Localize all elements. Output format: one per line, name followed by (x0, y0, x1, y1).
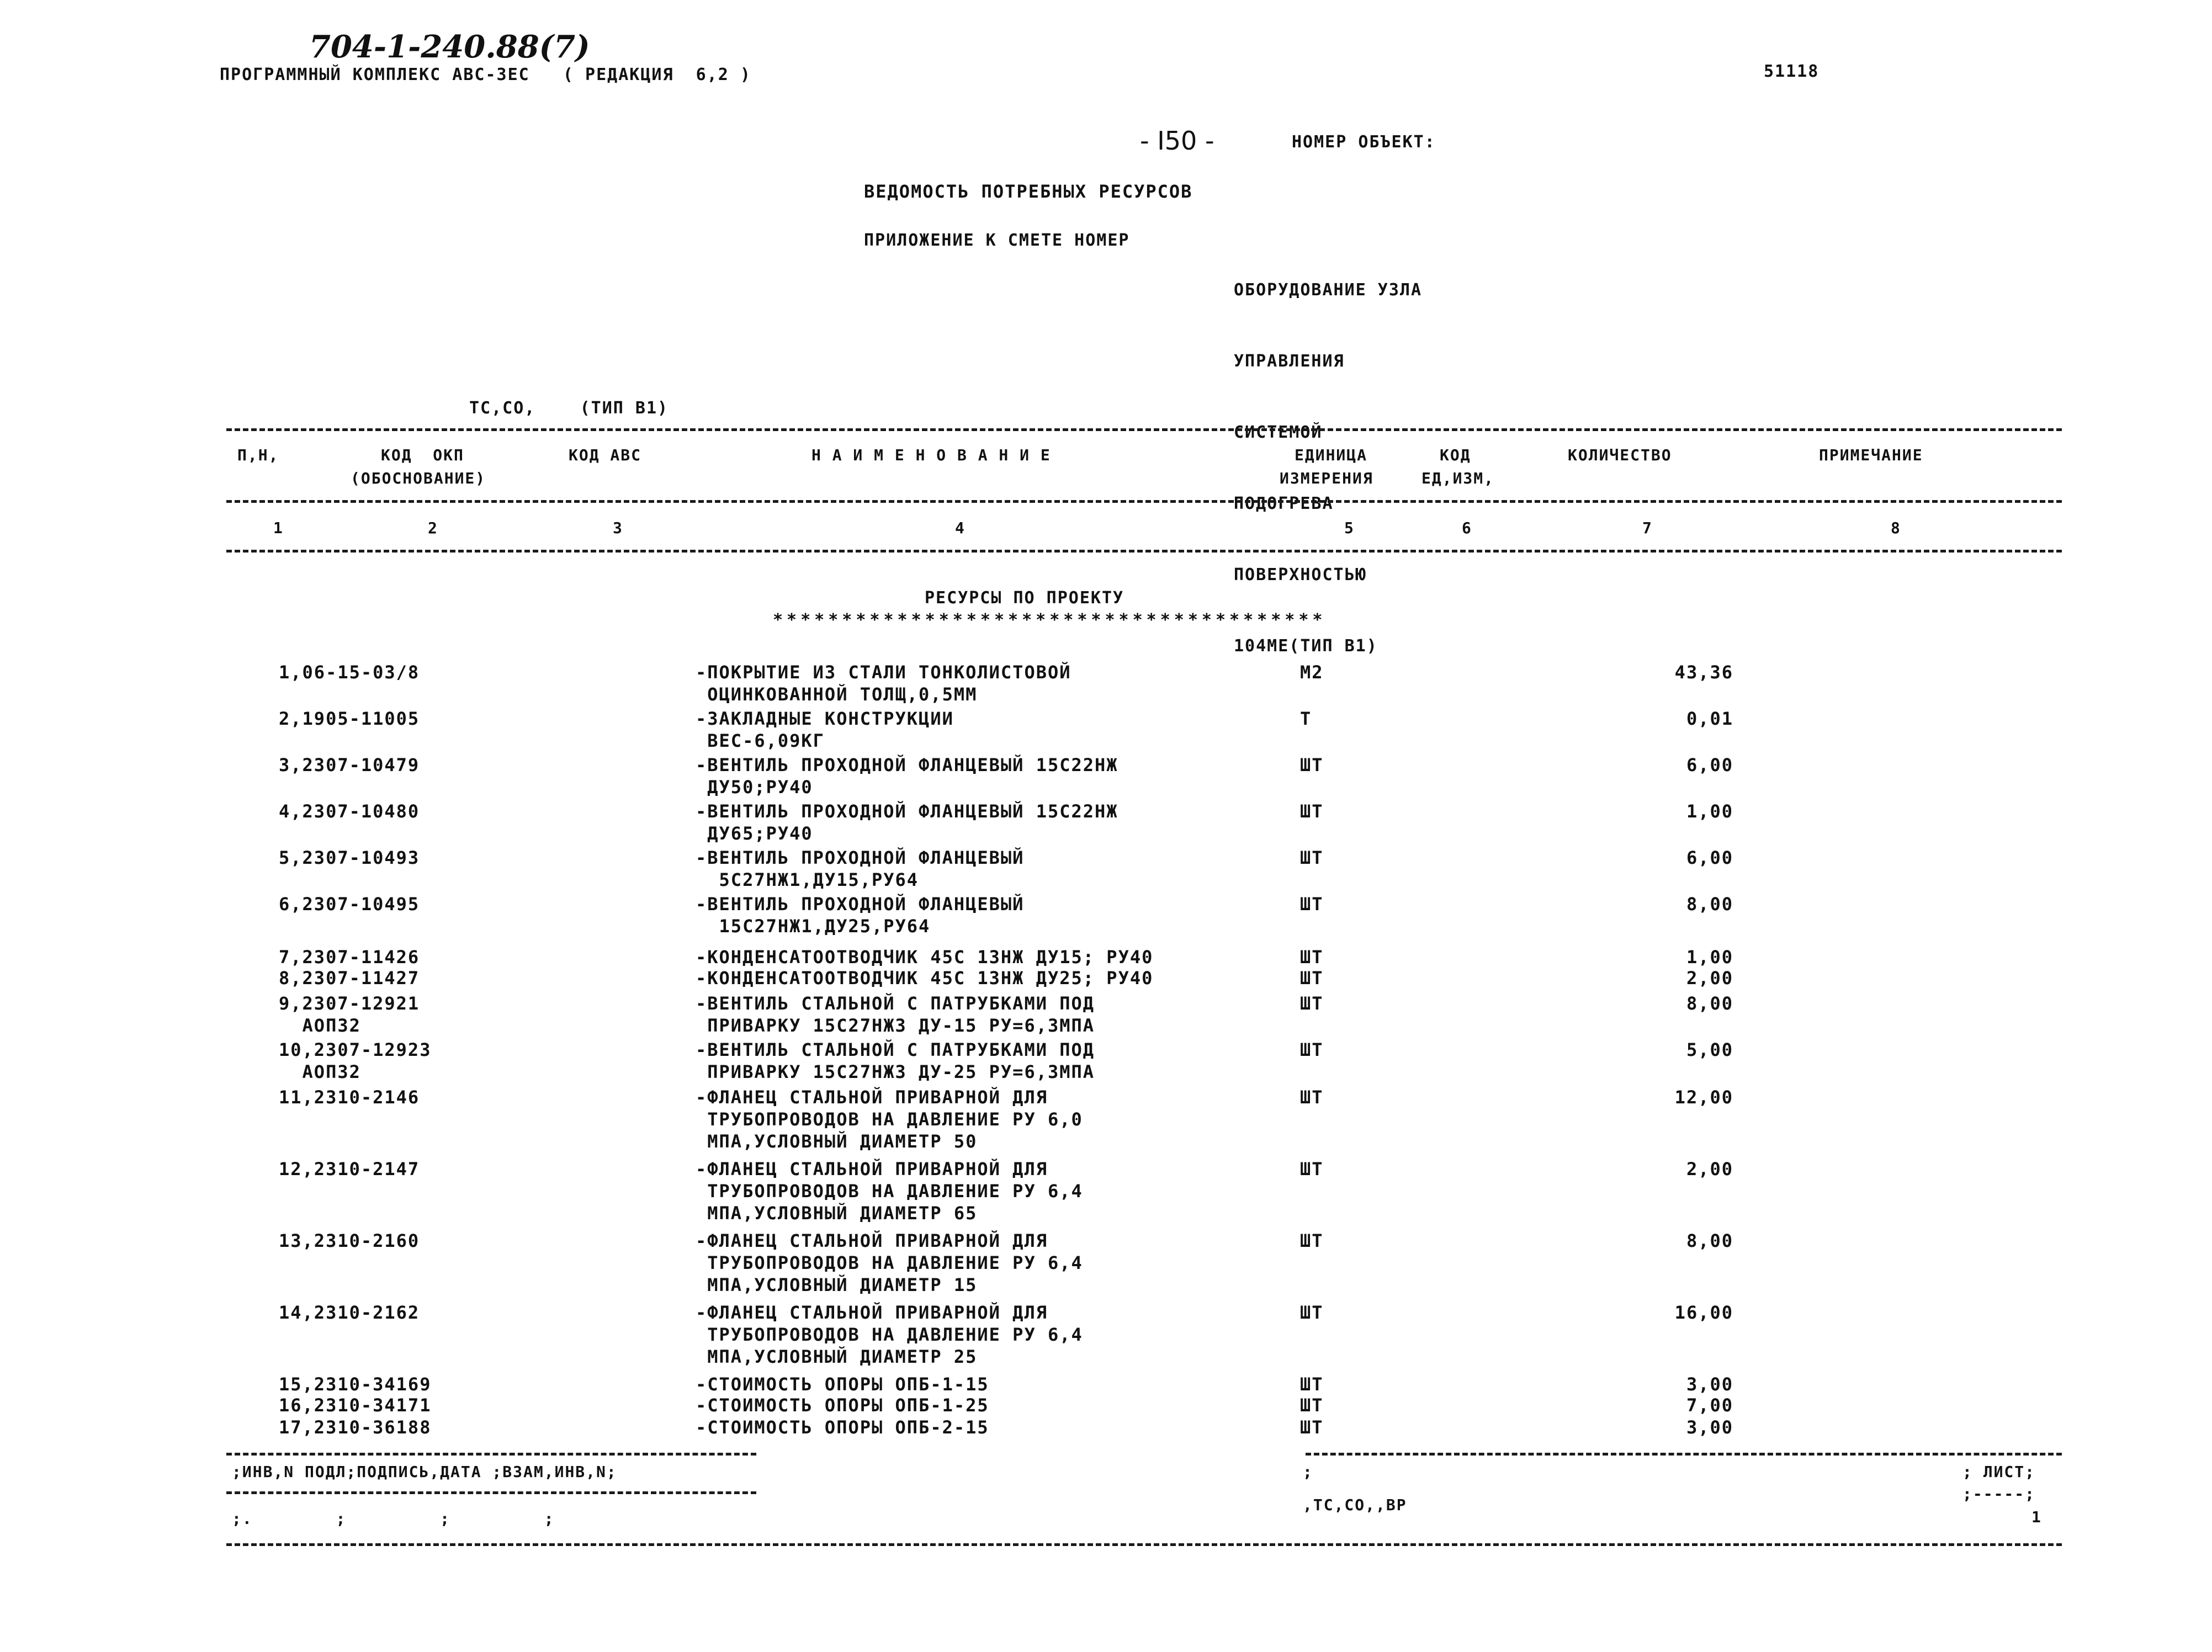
row-unit: ШТ (1300, 1302, 1324, 1323)
row-name-line: -СТОИМОСТЬ ОПОРЫ ОПБ-2-15 (696, 1417, 989, 1438)
row-unit: ШТ (1300, 1087, 1324, 1108)
row-unit: ШТ (1300, 1159, 1324, 1180)
row-quantity: 2,00 (1686, 968, 1733, 989)
row-unit: ШТ (1300, 1374, 1324, 1395)
column-number: 4 (955, 519, 966, 537)
table-row (0, 893, 2212, 939)
appendix-line: УПРАВЛЕНИЯ (1234, 352, 1345, 371)
section-title: РЕСУРСЫ ПО ПРОЕКТУ (925, 588, 1124, 608)
row-name-line: 15С27НЖ1,ДУ25,РУ64 (696, 916, 931, 937)
row-name-line: -КОНДЕНСАТООТВОДЧИК 45С 13НЖ ДУ15; РУ40 (696, 947, 1154, 968)
column-header-abc: КОД АВС (569, 446, 642, 464)
row-code: 8,2307-11427 (279, 968, 420, 989)
table-row (0, 708, 2212, 754)
appendix-description (1234, 231, 1422, 705)
table-row (0, 1416, 2212, 1463)
row-unit: ШТ (1300, 968, 1324, 989)
column-header-unit-code-label: ЕД,ИЗМ, (1421, 469, 1495, 487)
row-code: 10,2307-12923 (279, 1039, 432, 1060)
appendix-line: ПОВЕРХНОСТЬЮ (1234, 565, 1367, 585)
column-number: 5 (1344, 519, 1355, 537)
row-name-line: МПА,УСЛОВНЫЙ ДИАМЕТР 25 (696, 1346, 978, 1367)
program-complex-line: ПРОГРАММНЫЙ КОМПЛЕКС АВС-3ЕС ( РЕДАКЦИЯ 6,2 ) (220, 65, 751, 84)
row-unit: ШТ (1300, 755, 1324, 775)
stamp-bracket: ; (1303, 1463, 1313, 1481)
rule (226, 1453, 756, 1456)
row-quantity: 1,00 (1686, 947, 1733, 968)
row-quantity: 8,00 (1686, 1230, 1733, 1251)
row-name-line: -СТОИМОСТЬ ОПОРЫ ОПБ-1-15 (696, 1374, 989, 1395)
row-name-line: -КОНДЕНСАТООТВОДЧИК 45С 13НЖ ДУ25; РУ40 (696, 968, 1154, 989)
row-code: 12,2310-2147 (279, 1159, 420, 1180)
row-unit: ШТ (1300, 801, 1324, 822)
rule (226, 1543, 2062, 1546)
appendix-line: СИСТЕМОЙ (1234, 423, 1323, 442)
rule (1306, 1453, 2062, 1456)
rule (226, 428, 2062, 431)
table-row (0, 847, 2212, 893)
row-unit: ШТ (1300, 993, 1324, 1014)
row-name-line: МПА,УСЛОВНЫЙ ДИАМЕТР 65 (696, 1203, 978, 1224)
sheet-label: ; ЛИСТ; (1962, 1463, 2036, 1481)
row-unit: ШТ (1300, 947, 1324, 968)
row-code: 7,2307-11426 (279, 947, 420, 968)
column-number: 3 (613, 519, 623, 537)
row-unit: Т (1300, 708, 1312, 729)
row-code: 6,2307-10495 (279, 894, 420, 915)
row-code: 14,2310-2162 (279, 1302, 420, 1323)
row-unit: ШТ (1300, 1230, 1324, 1251)
row-code: 16,2310-34171 (279, 1395, 432, 1416)
row-code-suffix: АОП32 (279, 1015, 361, 1036)
row-name-line: ТРУБОПРОВОДОВ НА ДАВЛЕНИЕ РУ 6,4 (696, 1324, 1083, 1345)
row-quantity: 1,00 (1686, 801, 1733, 822)
row-code-suffix: АОП32 (279, 1061, 361, 1082)
row-code: 1,06-15-03/8 (279, 662, 420, 683)
table-row (0, 1158, 2212, 1224)
row-unit: ШТ (1300, 894, 1324, 915)
row-name-line: -ВЕНТИЛЬ ПРОХОДНОЙ ФЛАНЦЕВЫЙ (696, 847, 1025, 868)
row-code: 13,2310-2160 (279, 1230, 420, 1251)
table-label: ТС,СО, (ТИП В1) (469, 399, 669, 418)
row-name-line: ВЕС-6,09КГ (696, 730, 825, 751)
row-name-line: -ФЛАНЕЦ СТАЛЬНОЙ ПРИВАРНОЙ ДЛЯ (696, 1230, 1048, 1251)
appendix-line: 104МЕ(ТИП В1) (1234, 636, 1378, 656)
row-quantity: 7,00 (1686, 1395, 1733, 1416)
sheet-number: 1 (2031, 1508, 2042, 1526)
row-quantity: 3,00 (1686, 1374, 1733, 1395)
column-number: 7 (1642, 519, 1653, 537)
row-name-line: -ФЛАНЕЦ СТАЛЬНОЙ ПРИВАРНОЙ ДЛЯ (696, 1302, 1048, 1323)
row-quantity: 12,00 (1674, 1087, 1733, 1108)
stamp-header: ;ИНВ,N ПОДЛ;ПОДПИСЬ,ДАТА ;ВЗАМ,ИНВ,N; (232, 1463, 617, 1481)
row-code: 11,2310-2146 (279, 1087, 420, 1108)
table-row (0, 1086, 2212, 1152)
table-row (0, 661, 2212, 708)
row-name-line: -ПОКРЫТИЕ ИЗ СТАЛИ ТОНКОЛИСТОВОЙ (696, 662, 1071, 683)
column-header-quantity: КОЛИЧЕСТВО (1568, 446, 1672, 464)
row-name-line: ТРУБОПРОВОДОВ НА ДАВЛЕНИЕ РУ 6,0 (696, 1109, 1083, 1130)
column-header-number: П,Н, (237, 446, 279, 464)
row-unit: М2 (1300, 662, 1324, 683)
column-number: 6 (1462, 519, 1472, 537)
table-row (0, 1039, 2212, 1085)
row-name-line: ДУ50;РУ40 (696, 777, 813, 798)
row-name-line: МПА,УСЛОВНЫЙ ДИАМЕТР 50 (696, 1131, 978, 1152)
row-unit: ШТ (1300, 1395, 1324, 1416)
column-header-okp-basis: (ОБОСНОВАНИЕ) (351, 469, 486, 487)
stamp-row: ;. ; ; ; (232, 1510, 555, 1528)
column-header-unit-measure: ИЗМЕРЕНИЯ (1280, 469, 1373, 487)
row-code: 2,1905-11005 (279, 708, 420, 729)
row-name-line: -ВЕНТИЛЬ СТАЛЬНОЙ С ПАТРУБКАМИ ПОД (696, 1039, 1095, 1060)
table-row (0, 1302, 2212, 1367)
column-number: 2 (428, 519, 438, 537)
row-quantity: 6,00 (1686, 755, 1733, 775)
sheet-code: 51118 (1764, 62, 1820, 81)
row-name-line: ПРИВАРКУ 15С27НЖ3 ДУ-25 РУ=6,3МПА (696, 1061, 1095, 1082)
table-row (0, 1230, 2212, 1295)
appendix-line: ПОДОГРЕВА (1234, 494, 1334, 513)
row-name-line: -ФЛАНЕЦ СТАЛЬНОЙ ПРИВАРНОЙ ДЛЯ (696, 1087, 1048, 1108)
row-name-line: -СТОИМОСТЬ ОПОРЫ ОПБ-1-25 (696, 1395, 989, 1416)
row-name-line: -ФЛАНЕЦ СТАЛЬНОЙ ПРИВАРНОЙ ДЛЯ (696, 1159, 1048, 1180)
row-code: 17,2310-36188 (279, 1417, 432, 1438)
row-name-line: ДУ65;РУ40 (696, 823, 813, 844)
table-row (0, 754, 2212, 800)
row-name-line: 5С27НЖ1,ДУ15,РУ64 (696, 869, 919, 890)
rule (226, 550, 2062, 553)
row-quantity: 8,00 (1686, 894, 1733, 915)
appendix-label: ПРИЛОЖЕНИЕ К СМЕТЕ НОМЕР (864, 231, 1130, 250)
sheet-divider: ;-----; (1962, 1485, 2036, 1503)
document-title: ВЕДОМОСТЬ ПОТРЕБНЫХ РЕСУРСОВ (864, 181, 1193, 202)
row-code: 15,2310-34169 (279, 1374, 432, 1395)
handwritten-project-code: 704-1-240.88(7) (309, 29, 590, 65)
row-name-line: -ВЕНТИЛЬ ПРОХОДНОЙ ФЛАНЦЕВЫЙ 15С22НЖ (696, 755, 1118, 775)
row-unit: ШТ (1300, 847, 1324, 868)
row-name-line: -ВЕНТИЛЬ ПРОХОДНОЙ ФЛАНЦЕВЫЙ 15С22НЖ (696, 801, 1118, 822)
row-quantity: 5,00 (1686, 1039, 1733, 1060)
row-name-line: ПРИВАРКУ 15С27НЖ3 ДУ-15 РУ=6,3МПА (696, 1015, 1095, 1036)
row-name-line: ТРУБОПРОВОДОВ НА ДАВЛЕНИЕ РУ 6,4 (696, 1252, 1083, 1273)
column-header-name: Н А И М Е Н О В А Н И Е (811, 446, 1051, 464)
row-code: 9,2307-12921 (279, 993, 420, 1014)
rule (226, 500, 2062, 503)
row-code: 5,2307-10493 (279, 847, 420, 868)
table-row (0, 800, 2212, 847)
row-name-line: ОЦИНКОВАННОЙ ТОЛЩ,0,5ММ (696, 684, 978, 705)
row-quantity: 0,01 (1686, 708, 1733, 729)
row-name-line: -ВЕНТИЛЬ ПРОХОДНОЙ ФЛАНЦЕВЫЙ (696, 894, 1025, 915)
row-quantity: 43,36 (1674, 662, 1733, 683)
row-name-line: -ВЕНТИЛЬ СТАЛЬНОЙ С ПАТРУБКАМИ ПОД (696, 993, 1095, 1014)
column-number: 1 (273, 519, 284, 537)
column-header-unit: ЕДИНИЦА (1295, 446, 1368, 464)
row-code: 3,2307-10479 (279, 755, 420, 775)
column-header-notes: ПРИМЕЧАНИЕ (1819, 446, 1923, 464)
row-name-line: ТРУБОПРОВОДОВ НА ДАВЛЕНИЕ РУ 6,4 (696, 1181, 1083, 1202)
row-unit: ШТ (1300, 1039, 1324, 1060)
column-header-unit-code: КОД (1440, 446, 1471, 464)
row-name-line: -ЗАКЛАДНЫЕ КОНСТРУКЦИИ (696, 708, 954, 729)
row-quantity: 3,00 (1686, 1417, 1733, 1438)
appendix-line: ОБОРУДОВАНИЕ УЗЛА (1234, 280, 1423, 300)
row-quantity: 8,00 (1686, 993, 1733, 1014)
row-quantity: 2,00 (1686, 1159, 1733, 1180)
row-code: 4,2307-10480 (279, 801, 420, 822)
row-name-line: МПА,УСЛОВНЫЙ ДИАМЕТР 15 (696, 1274, 978, 1295)
document-code: ,ТС,СО,,ВР (1303, 1496, 1407, 1514)
row-unit: ШТ (1300, 1417, 1324, 1438)
row-quantity: 16,00 (1674, 1302, 1733, 1323)
table-row (0, 992, 2212, 1039)
row-quantity: 6,00 (1686, 847, 1733, 868)
page-number: - I50 - (1140, 126, 1214, 156)
column-header-okp: КОД ОКП (381, 446, 464, 464)
object-number-label: НОМЕР ОБЪЕКТ: (1292, 132, 1436, 152)
column-number: 8 (1891, 519, 1901, 537)
section-underline: **************************************** (773, 610, 1327, 630)
rule (226, 1491, 756, 1494)
